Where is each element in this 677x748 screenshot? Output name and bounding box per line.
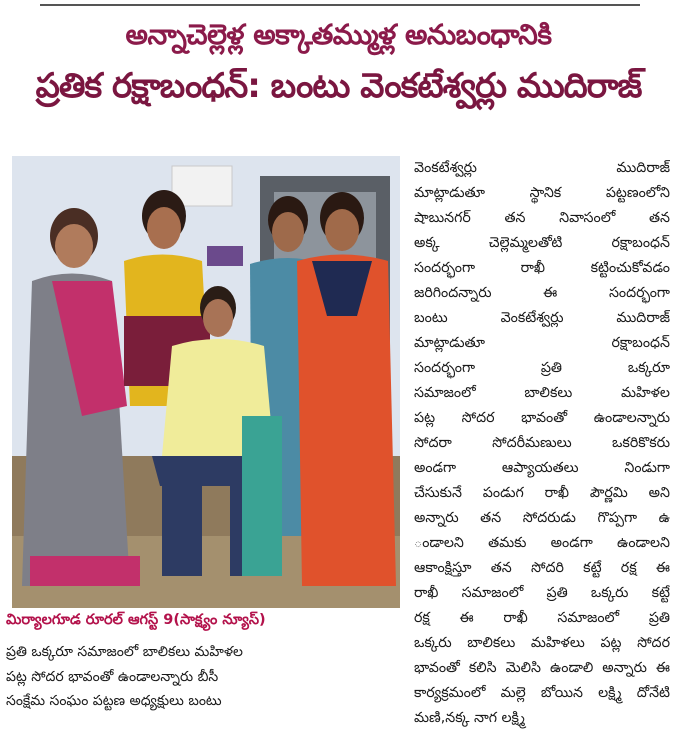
- text-line: సమాజంలో బాలికలు మహిళల: [414, 385, 670, 401]
- text-line: మాట్లాడుతూ రక్షాబంధన్: [414, 335, 670, 351]
- text-line: మాట్లాడుతూ స్థానిక పట్టణంలోని: [414, 185, 670, 201]
- text-line: సోదరా సోదరీమణులు ఒకరికొకరు: [414, 435, 670, 451]
- article-photo: [12, 156, 400, 608]
- text-line: ఆకాంక్షిస్తూ తన సోదరి కట్టే రక్ష ఈ: [414, 560, 670, 576]
- text-line: సంక్షేమ సంఘం పట్టణ అధ్యక్షులు బంటు: [6, 693, 222, 709]
- text-line: జరిగిందన్నారు ఈ సందర్భంగా: [414, 285, 670, 301]
- text-line: అక్క చెల్లెమ్మలతోటి రక్షాబంధన్: [414, 235, 670, 251]
- text-line: కార్యక్రమంలో మల్లె బోయిన లక్ష్మి దోనేటి: [414, 685, 670, 701]
- text-line: అండగా ఆప్యాయతలు నిండుగా: [414, 460, 670, 476]
- text-line: బంటు వెంకటేశ్వర్లు ముదిరాజ్: [414, 310, 670, 326]
- text-line: చేసుకునే పండుగ రాఖీ పౌర్ణమి అని: [414, 485, 670, 501]
- text-line: భావంతో కలిసి మెలిసి ఉండాలి అన్నారు ఈ: [414, 660, 670, 676]
- headline-line-1: అన్నాచెల్లెళ్ల అక్కాతమ్ముళ్ల అనుబంధానికి: [125, 18, 552, 51]
- text-line: రక్ష ఈ రాఖీ సమాజంలో ప్రతి: [414, 610, 670, 626]
- text-line: వెంకటేశ్వర్లు ముదిరాజ్: [414, 160, 670, 176]
- text-line: ండాలని తమకు అండగా ఉండాలని: [414, 535, 670, 551]
- text-line: ఒక్కరు బాలికలు మహిళలు పట్ల సోదర: [414, 635, 670, 651]
- left-column-text: [6, 640, 401, 714]
- text-line: పట్ల సోదర భావంతో ఉండాలన్నారు: [414, 410, 670, 426]
- right-column-text: [414, 156, 670, 731]
- text-line: సందర్భంగా ప్రతి ఒక్కరూ: [414, 360, 670, 376]
- text-line: సందర్భంగా రాఖీ కట్టించుకోవడం: [414, 260, 670, 276]
- dateline: మిర్యాలగూడ రూరల్ ఆగస్ట్ 9(సాక్ష్యం న్యూస్): [6, 612, 266, 628]
- text-line: షాబునగర్ తన నివాసంలో తన: [414, 210, 670, 226]
- text-line: ప్రతి ఒక్కరూ సమాజంలో బాలికలు మహిళల: [6, 644, 243, 660]
- text-line: మణి,నక్క నాగ లక్ష్మి: [414, 710, 525, 726]
- text-line: పట్ల సోదర భావంతో ఉండాలన్నారు బీసీ: [6, 668, 219, 685]
- top-rule: [40, 4, 640, 6]
- text-line: రాఖీ సమాజంలో ప్రతి ఒక్కరు కట్టే: [414, 585, 670, 601]
- headline-line-2: ప్రతిక రక్షాబంధన్: బంటు వెంకటేశ్వర్లు ముదిరాజ్: [35, 66, 642, 106]
- text-line: అన్నారు తన సోదరుడు గొప్పగా ఉ: [414, 510, 670, 526]
